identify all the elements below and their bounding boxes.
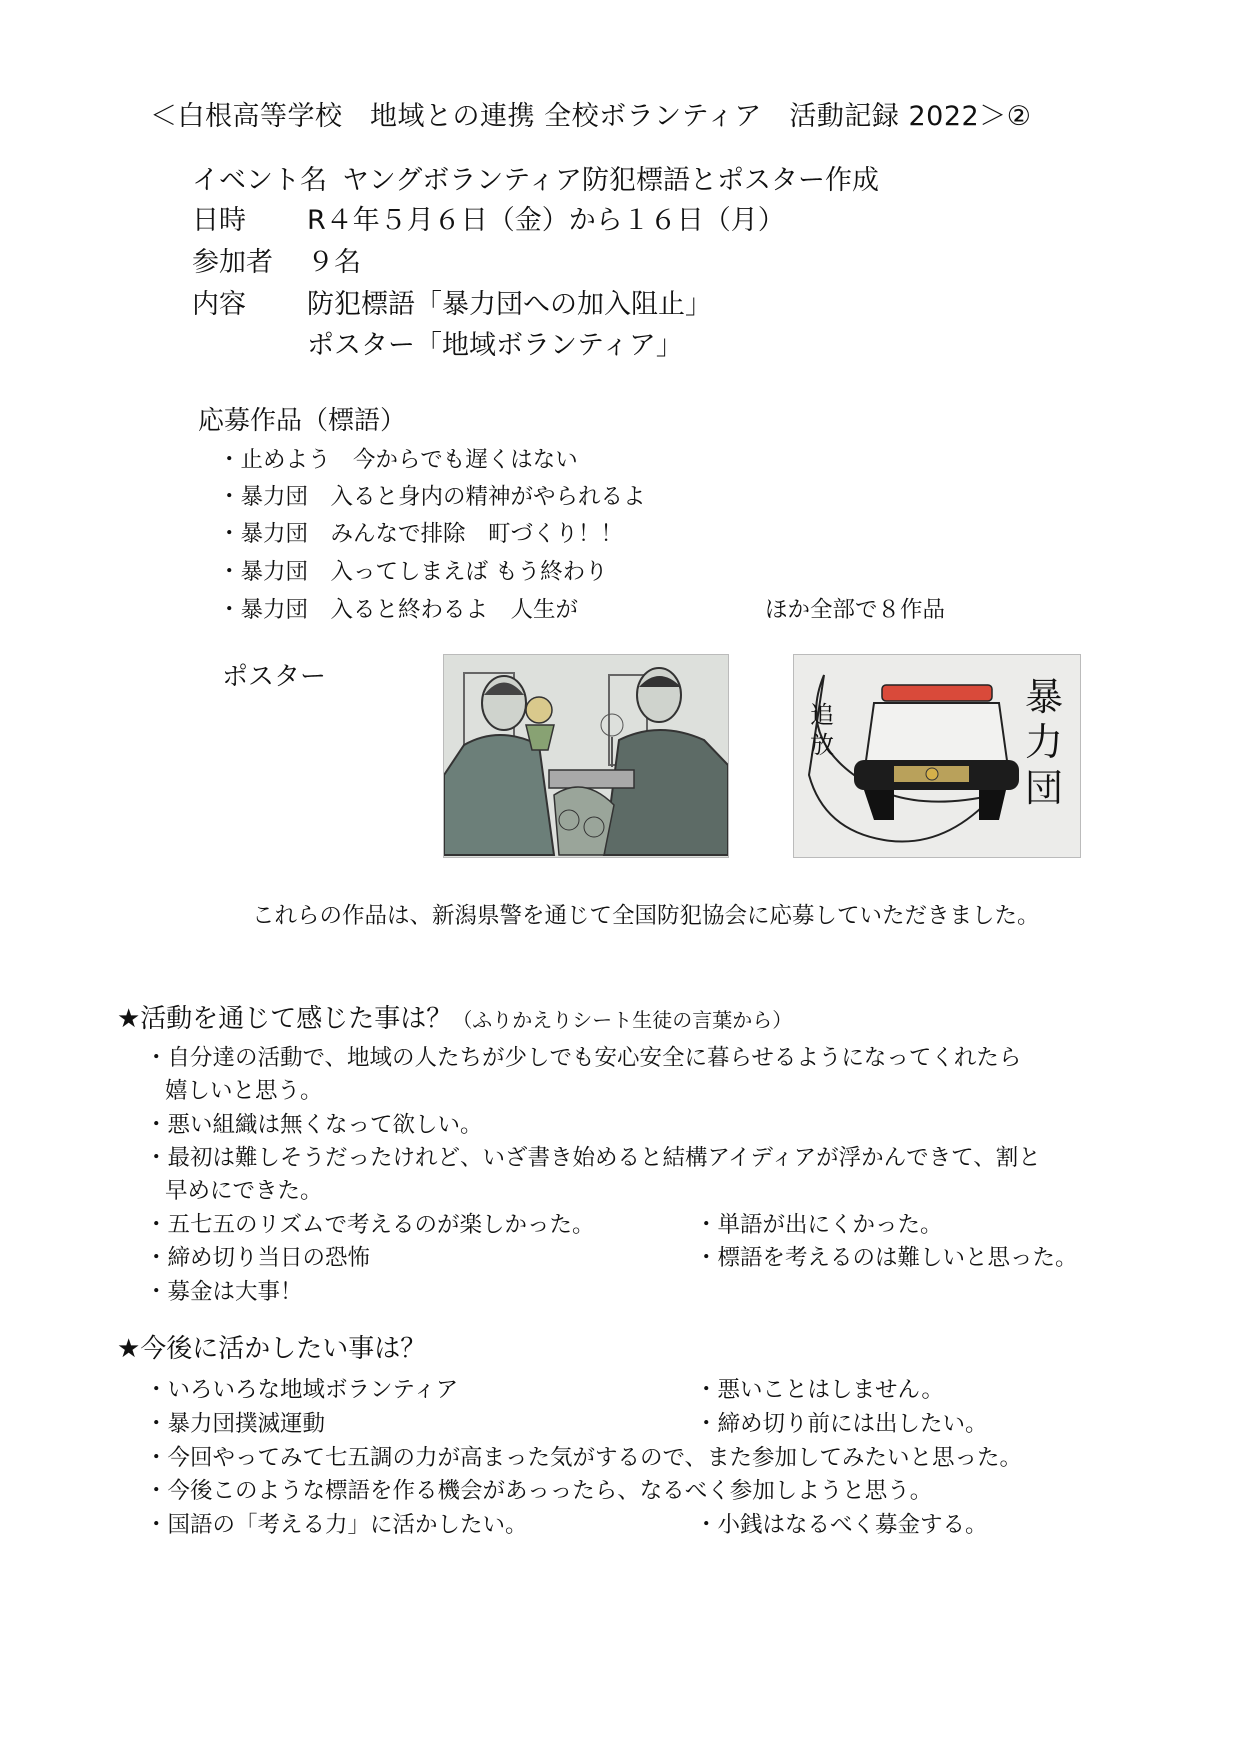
poster-drawing-1 xyxy=(444,655,728,857)
info-label: 内容 xyxy=(192,289,246,320)
page-title: ＜白根高等学校 地域との連携 全校ボランティア 活動記録 2022＞② xyxy=(150,101,1032,132)
slogan-item: ・止めよう 今からでも遅くはない xyxy=(218,447,578,473)
future-item: ・国語の「考える力」に活かしたい。 xyxy=(145,1512,528,1538)
slogan-item: ・暴力団 入ってしまえば もう終わり xyxy=(218,559,608,585)
poster-text-right-1: 暴 xyxy=(1024,675,1064,719)
feeling-item: ・悪い組織は無くなって欲しい。 xyxy=(145,1112,483,1138)
poster-text-right-2: 力 xyxy=(1024,720,1064,764)
submission-note: これらの作品は、新潟県警を通じて全国防犯協会に応募していただきました。 xyxy=(252,903,1040,929)
feeling-item: ・最初は難しそうだったけれど、いざ書き始めると結構アイディアが浮かんできて、割と xyxy=(145,1145,1041,1171)
poster-image-1 xyxy=(443,654,729,858)
info-participants xyxy=(192,240,361,279)
feeling-item: ・自分達の活動で、地域の人たちが少しでも安心安全に暮らせるようになってくれたら xyxy=(145,1045,1022,1071)
feeling-item-cont: 嬉しいと思う。 xyxy=(165,1078,323,1104)
future-heading: ★今後に活かしたい事は？ xyxy=(117,1334,427,1364)
feeling-item: ・締め切り当日の恐怖 xyxy=(145,1245,371,1271)
slogan-item: ・暴力団 みんなで排除 町づくり！！ xyxy=(218,521,624,547)
info-value: ９名 xyxy=(307,247,361,278)
feeling-item: ・募金は大事！ xyxy=(145,1279,303,1305)
poster-text-right-3: 団 xyxy=(1024,766,1064,810)
info-value: R４年５月６日（金）から１６日（月） xyxy=(307,205,785,236)
info-value: 防犯標語「暴力団への加入阻止」 xyxy=(307,289,712,320)
future-item: ・小銭はなるべく募金する。 xyxy=(695,1512,988,1538)
feeling-item: ・標語を考えるのは難しいと思った。 xyxy=(695,1245,1078,1271)
info-label: 日時 xyxy=(192,205,246,236)
entries-heading: 応募作品（標語） xyxy=(198,406,407,436)
future-item: ・締め切り前には出したい。 xyxy=(695,1411,988,1437)
info-value: ヤングボランティア防犯標語とポスター作成 xyxy=(342,165,880,196)
feelings-heading xyxy=(117,998,792,1035)
future-item: ・いろいろな地域ボランティア xyxy=(145,1377,459,1403)
future-item: ・暴力団撲滅運動 xyxy=(145,1411,326,1437)
feelings-heading-text: ★活動を通じて感じた事は？ xyxy=(117,1004,453,1034)
slogan-item: ・暴力団 入ると身内の精神がやられるよ xyxy=(218,484,646,510)
slogan-total: ほか全部で８作品 xyxy=(765,597,946,623)
info-date xyxy=(192,198,785,237)
info-event xyxy=(192,158,879,197)
feelings-heading-note: （ふりかえりシート生徒の言葉から） xyxy=(452,1008,793,1032)
future-item: ・今後このような標語を作る機会があっったら、なるべく参加しようと思う。 xyxy=(145,1478,933,1504)
feeling-item: ・単語が出にくかった。 xyxy=(695,1212,943,1238)
poster-drawing-2 xyxy=(794,655,1080,857)
info-label: イベント名 xyxy=(192,165,327,196)
future-item: ・悪いことはしません。 xyxy=(695,1377,944,1403)
poster-image-2 xyxy=(793,654,1081,858)
poster-text-left-2: 放 xyxy=(810,731,834,759)
feeling-item: ・五七五のリズムで考えるのが楽しかった。 xyxy=(145,1212,595,1238)
future-item: ・今回やってみて七五調の力が高まった気がするので、また参加してみたいと思った。 xyxy=(145,1445,1023,1471)
slogan-item: ・暴力団 入ると終わるよ 人生が xyxy=(218,597,579,623)
info-content xyxy=(192,282,712,321)
feeling-item-cont: 早めにできた。 xyxy=(165,1178,323,1204)
poster-text-left-1: 追 xyxy=(810,701,834,729)
poster-label: ポスター xyxy=(222,662,327,692)
info-label: 参加者 xyxy=(192,247,273,278)
info-content-poster: ポスター「地域ボランティア」 xyxy=(307,330,683,361)
